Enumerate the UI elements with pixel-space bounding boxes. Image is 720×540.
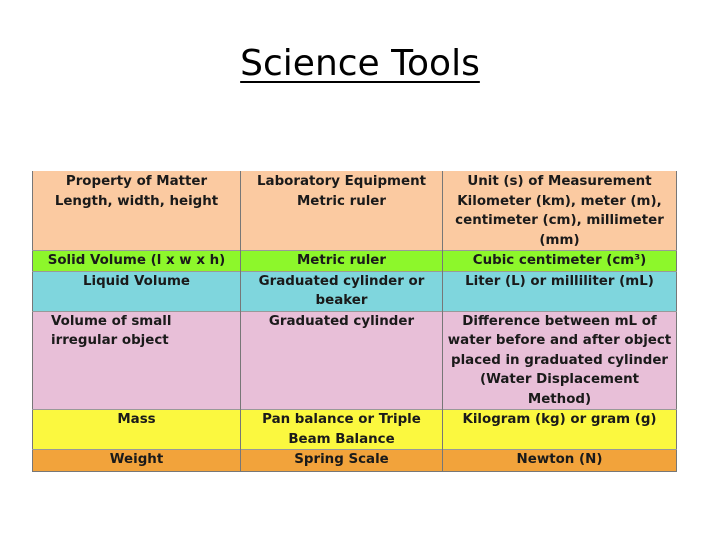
cell-equipment: Metric ruler bbox=[241, 192, 443, 251]
cell-property: Length, width, height bbox=[54, 193, 219, 209]
table-row bbox=[33, 450, 677, 472]
cell-equipment: Pan balance or Triple Beam Balance bbox=[241, 410, 443, 450]
page-title: Science Tools bbox=[240, 43, 480, 84]
cell-property: Mass bbox=[33, 410, 241, 450]
cell-property: Liquid Volume bbox=[33, 271, 241, 311]
cell-unit: Difference between mL of water before and after object placed in graduated cylinder (Water Displacement Method) bbox=[443, 311, 677, 410]
header-unit: Unit (s) of Measurement bbox=[443, 171, 677, 192]
table-row bbox=[33, 271, 677, 311]
cell-equipment: Spring Scale bbox=[241, 450, 443, 472]
cell-unit: Liter (L) or milliliter (mL) bbox=[443, 271, 677, 311]
cell-unit: Cubic centimeter (cm³) bbox=[443, 251, 677, 272]
table-row bbox=[33, 251, 677, 272]
cell-unit: Newton (N) bbox=[443, 450, 677, 472]
table-row bbox=[33, 311, 677, 410]
cell-property: Weight bbox=[33, 450, 241, 472]
cell-unit: Kilometer (km), meter (m), centimeter (cm), millimeter (mm) bbox=[443, 192, 677, 251]
cell-property: Volume of small irregular object bbox=[33, 311, 241, 410]
table-header-row bbox=[33, 171, 677, 192]
cell-equipment: Metric ruler bbox=[241, 251, 443, 272]
science-tools-table bbox=[32, 171, 677, 472]
table-row bbox=[33, 410, 677, 450]
cell-equipment: Graduated cylinder or beaker bbox=[241, 271, 443, 311]
table-row bbox=[33, 192, 677, 251]
cell-equipment: Graduated cylinder bbox=[241, 311, 443, 410]
header-equipment: Laboratory Equipment bbox=[241, 171, 443, 192]
cell-property: Solid Volume (l x w x h) bbox=[33, 251, 241, 272]
header-property: Property of Matter bbox=[65, 174, 208, 189]
cell-unit: Kilogram (kg) or gram (g) bbox=[443, 410, 677, 450]
